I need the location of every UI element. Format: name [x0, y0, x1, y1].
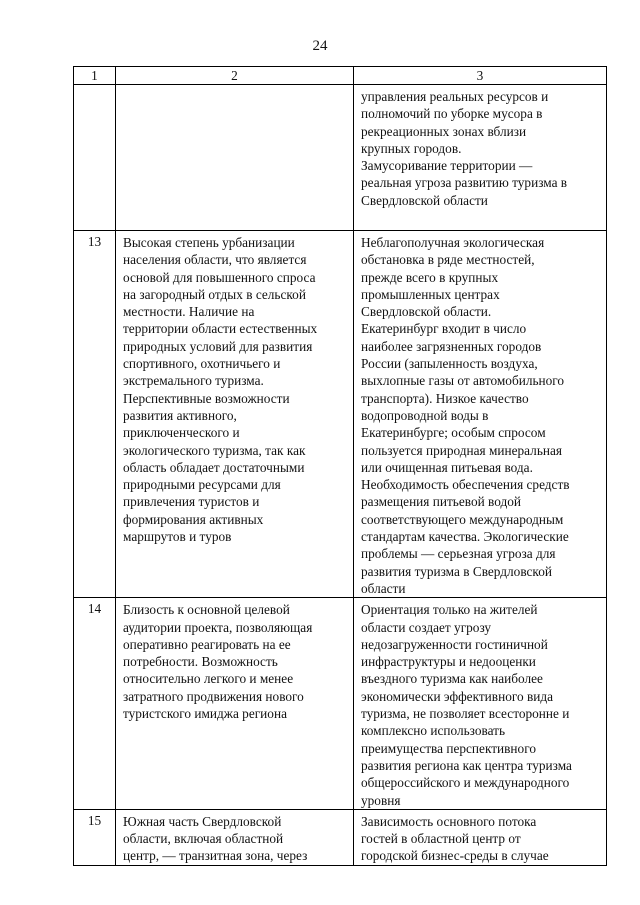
cell-line: стандартам качества. Экологические — [361, 529, 569, 545]
cell-line: экономически эффективного вида — [361, 688, 553, 704]
cell-line: природными ресурсами для — [123, 477, 281, 493]
cell-line: проблемы — серьезная угроза для — [361, 546, 556, 562]
table-row — [74, 85, 607, 231]
page-number: 24 — [312, 38, 328, 54]
strength-cell — [116, 598, 354, 810]
cell-line: общероссийского и международного — [361, 775, 570, 791]
cell-line: природных условий для развития — [123, 338, 313, 354]
cell-line: Свердловской области. — [361, 304, 492, 320]
cell-line: полномочий по уборке мусора в — [361, 106, 543, 122]
cell-line: потребности. Возможность — [123, 654, 278, 670]
cell-line: Перспективные возможности — [123, 390, 290, 406]
cell-line: уровня — [361, 792, 401, 808]
cell-line: России (запыленность воздуха, — [361, 356, 538, 372]
cell-line: инфраструктуры и недооценки — [361, 654, 536, 670]
cell-line: размещения питьевой водой — [361, 494, 522, 510]
cell-line: области создает угрозу — [361, 619, 492, 635]
table-row — [74, 598, 607, 810]
cell-line: реальная угроза развитию туризма в — [361, 175, 568, 191]
cell-line: преимущества перспективного — [361, 740, 536, 756]
cell-line: рекреационных зонах вблизи — [361, 123, 527, 139]
cell-line: или очищенная питьевая вода. — [361, 459, 533, 475]
cell-line: Свердловской области — [361, 192, 488, 208]
column-header: 3 — [354, 67, 607, 85]
cell-line: развития региона как центра туризма — [361, 757, 572, 773]
cell-line: Высокая степень урбанизации — [123, 235, 295, 250]
cell-line: центр, — транзитная зона, через — [123, 848, 308, 864]
threat-cell — [354, 809, 607, 865]
cell-line: спортивного, охотничьего и — [123, 356, 281, 372]
cell-line: развития активного, — [123, 407, 237, 423]
cell-line: местности. Наличие на — [123, 304, 255, 320]
threat-cell — [354, 85, 607, 231]
strength-cell — [116, 85, 354, 231]
cell-line: Необходимость обеспечения средств — [361, 477, 570, 493]
strength-cell — [116, 809, 354, 865]
cell-line: недозагруженности гостиничной — [361, 636, 548, 652]
table-row — [74, 809, 607, 865]
cell-line: на загородный отдых в сельской — [123, 286, 306, 302]
cell-line: территории области естественных — [123, 321, 318, 337]
table-row — [74, 231, 607, 598]
row-number: 14 — [74, 598, 116, 810]
cell-line: водопроводной воды в — [361, 407, 489, 423]
cell-line: промышленных центрах — [361, 286, 500, 302]
cell-line: маршрутов и туров — [123, 529, 232, 545]
cell-line: населения области, что является — [123, 252, 307, 268]
cell-line: въездного туризма как наиболее — [361, 671, 543, 687]
cell-line: оперативно реагировать на ее — [123, 636, 291, 652]
cell-line: формирования активных — [123, 511, 264, 527]
cell-line: Екатеринбург входит в число — [361, 321, 527, 337]
cell-line: Замусоривание территории — — [361, 158, 533, 174]
cell-line: развития туризма в Свердловской — [361, 563, 552, 579]
cell-line: крупных городов. — [361, 140, 462, 156]
cell-line: область обладает достаточными — [123, 459, 305, 475]
cell-line: транспорта). Низкое качество — [361, 390, 529, 406]
cell-line: соответствующего международным — [361, 511, 564, 527]
row-number: 13 — [74, 231, 116, 598]
cell-line: области, включая областной — [123, 831, 284, 847]
row-number — [74, 85, 116, 231]
cell-line: комплексно использовать — [361, 723, 506, 739]
cell-line: основой для повышенного спроса — [123, 269, 316, 285]
cell-line: туристского имиджа региона — [123, 706, 287, 722]
cell-line: наиболее загрязненных городов — [361, 338, 542, 354]
cell-line: Близость к основной целевой — [123, 602, 290, 618]
cell-line: затратного продвижения нового — [123, 688, 304, 704]
column-header: 2 — [116, 67, 354, 85]
column-header: 1 — [74, 67, 116, 85]
cell-line: относительно легкого и менее — [123, 671, 294, 687]
cell-line: Екатеринбурге; особым спросом — [361, 425, 546, 441]
cell-line: области — [361, 580, 406, 596]
cell-line: Ориентация только на жителей — [361, 602, 538, 618]
cell-line: Зависимость основного потока — [361, 813, 537, 829]
cell-line: приключенческого и — [123, 425, 240, 441]
cell-line: обстановка в ряде местностей, — [361, 252, 535, 268]
threat-cell — [354, 231, 607, 598]
cell-line: городской бизнес-среды в случае — [361, 848, 549, 864]
cell-line: аудитории проекта, позволяющая — [123, 619, 313, 635]
cell-line: привлечения туристов и — [123, 494, 260, 510]
row-number: 15 — [74, 809, 116, 865]
swot-table — [73, 66, 607, 866]
cell-line: экологического туризма, так как — [123, 442, 306, 458]
cell-line: экстремального туризма. — [123, 373, 264, 389]
cell-line: Неблагополучная экологическая — [361, 235, 545, 250]
cell-line: выхлопные газы от автомобильного — [361, 373, 565, 389]
strength-cell — [116, 231, 354, 598]
cell-line: прежде всего в крупных — [361, 269, 499, 285]
cell-line: Южная часть Свердловской — [123, 813, 282, 829]
table-header-row — [74, 67, 607, 85]
cell-line: управления реальных ресурсов и — [361, 89, 549, 104]
cell-line: туризма, не позволяет всесторонне и — [361, 706, 570, 722]
cell-line: пользуется природная минеральная — [361, 442, 563, 458]
cell-line: гостей в областной центр от — [361, 831, 521, 847]
threat-cell — [354, 598, 607, 810]
